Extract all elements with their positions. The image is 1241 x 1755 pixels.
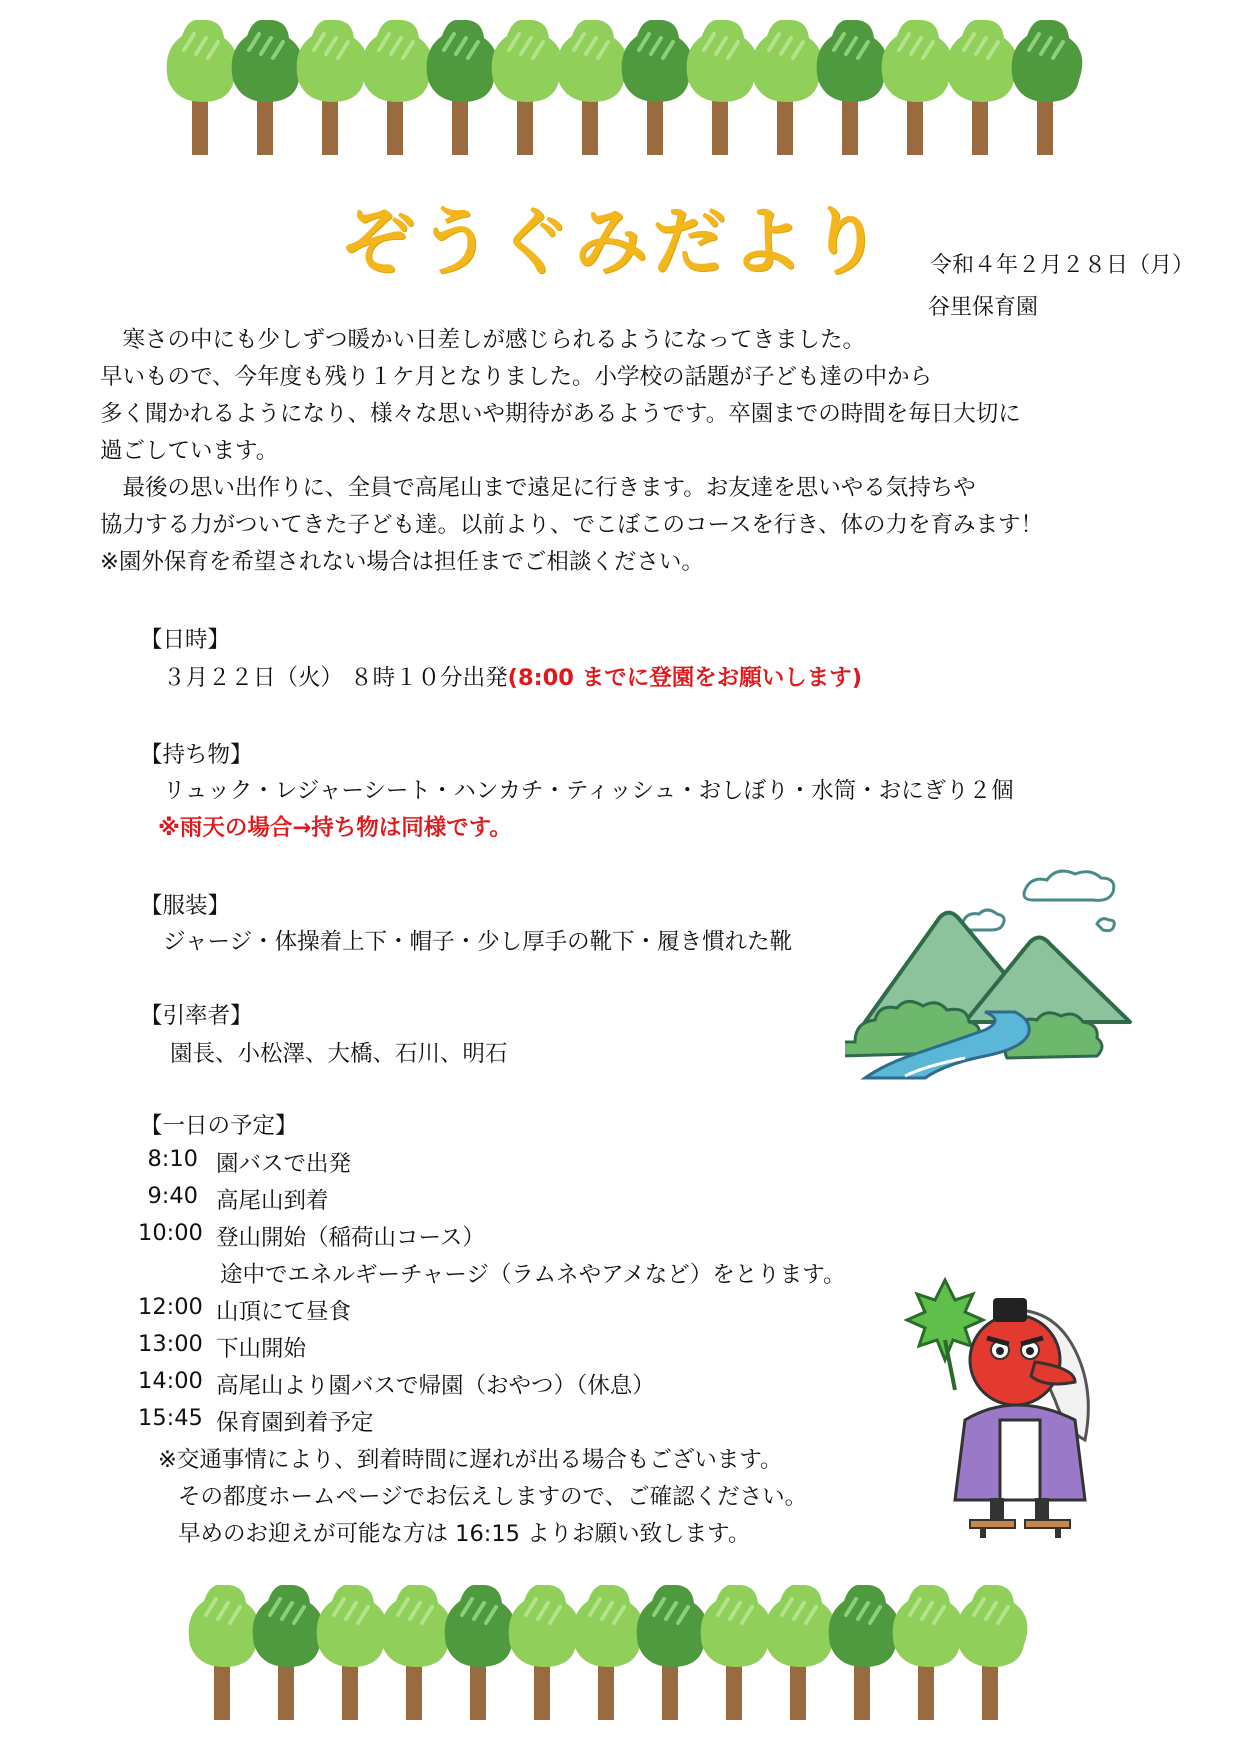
tree-icon — [817, 20, 888, 155]
schedule-time: 14:00 — [138, 1368, 203, 1394]
schedule-text: 途中でエネルギーチャージ（ラムネやアメなど）をとります。 — [220, 1262, 846, 1288]
belongings-text: リュック・レジャーシート・ハンカチ・ティッシュ・おしぼり・水筒・おにぎり２個 — [163, 778, 1014, 804]
tree-icon — [637, 1585, 708, 1720]
datetime-text: ３月２２日（火） ８時１０分出発 — [163, 665, 508, 691]
schedule-text: 山頂にて昼食 — [216, 1299, 352, 1325]
datetime-line — [163, 660, 862, 692]
clothing-text: ジャージ・体操着上下・帽子・少し厚手の靴下・履き慣れた靴 — [163, 929, 793, 955]
bottom-tree-border — [0, 1585, 1241, 1725]
schedule-time: 9:40 — [147, 1183, 198, 1209]
schedule-time: 15:45 — [138, 1405, 203, 1431]
schedule-time: 13:00 — [138, 1331, 203, 1357]
intro-line: 最後の思い出作りに、全員で高尾山まで遠足に行きます。お友達を思いやる気持ちや — [100, 475, 976, 501]
schedule-text: 園バスで出発 — [216, 1151, 352, 1177]
mountain-river-illustration — [845, 862, 1145, 1082]
tree-icon — [947, 20, 1018, 155]
tree-icon — [297, 20, 368, 155]
schedule-heading: 【一日の予定】 — [140, 1113, 298, 1139]
schedule-time: 12:00 — [138, 1294, 203, 1320]
tree-icon — [167, 20, 238, 155]
top-tree-border — [0, 20, 1241, 160]
tree-icon — [893, 1585, 964, 1720]
tree-icon — [509, 1585, 580, 1720]
issue-date: 令和４年２月２８日（月） — [930, 253, 1195, 278]
leaders-heading: 【引率者】 — [140, 1003, 253, 1029]
schedule-time: 10:00 — [138, 1220, 203, 1246]
tree-icon — [882, 20, 953, 155]
schedule-text: 保育園到着予定 — [216, 1410, 374, 1436]
schedule-note: ※交通事情により、到着時間に遅れが出る場合もございます。 — [158, 1447, 783, 1473]
schedule-note: 早めのお迎えが可能な方は 16:15 よりお願い致します。 — [178, 1521, 751, 1547]
tree-icon — [427, 20, 498, 155]
tree-icon — [445, 1585, 516, 1720]
tree-icon — [957, 1585, 1028, 1720]
tree-icon — [829, 1585, 900, 1720]
organization-name: 谷里保育園 — [928, 295, 1039, 320]
tree-icon — [1012, 20, 1083, 155]
tree-row-illustration — [0, 20, 1241, 160]
intro-line: 協力する力がついてきた子ども達。以前より、でこぼこのコースを行き、体の力を育みます！ — [100, 512, 1043, 538]
schedule-note: その都度ホームページでお伝えしますので、ご確認ください。 — [178, 1484, 808, 1510]
tree-icon — [622, 20, 693, 155]
tree-icon — [317, 1585, 388, 1720]
schedule-text: 登山開始（稲荷山コース） — [216, 1225, 485, 1251]
intro-line: 多く聞かれるようになり、様々な思いや期待があるようです。卒園までの時間を毎日大切に — [100, 401, 1021, 427]
tree-icon — [253, 1585, 324, 1720]
tree-icon — [557, 20, 628, 155]
intro-line: ※園外保育を希望されない場合は担任までご相談ください。 — [100, 549, 704, 575]
tree-icon — [381, 1585, 452, 1720]
tree-icon — [232, 20, 303, 155]
newsletter-title: ぞうぐみだより — [340, 199, 886, 285]
schedule-text: 下山開始 — [216, 1336, 307, 1362]
schedule-text: 高尾山到着 — [216, 1188, 329, 1214]
datetime-heading: 【日時】 — [140, 627, 231, 653]
belongings-heading: 【持ち物】 — [140, 742, 253, 768]
intro-line: 過ごしています。 — [100, 438, 279, 464]
schedule-time: 8:10 — [147, 1146, 198, 1172]
tree-icon — [492, 20, 563, 155]
tengu-character-illustration — [895, 1270, 1110, 1540]
schedule-text: 高尾山より園バスで帰園（おやつ）（休息） — [216, 1373, 655, 1399]
tree-icon — [752, 20, 823, 155]
intro-paragraph — [100, 322, 1140, 581]
leaders-text: 園長、小松澤、大橋、石川、明石 — [170, 1041, 508, 1067]
intro-line: 早いもので、今年度も残り１ケ月となりました。小学校の話題が子ども達の中から — [100, 364, 933, 390]
tree-icon — [701, 1585, 772, 1720]
tree-row-illustration — [0, 1585, 1241, 1725]
belongings-note: ※雨天の場合→持ち物は同様です。 — [158, 815, 512, 841]
tree-icon — [189, 1585, 260, 1720]
tree-icon — [765, 1585, 836, 1720]
intro-line: 寒さの中にも少しずつ暖かい日差しが感じられるようになってきました。 — [100, 327, 866, 353]
tree-icon — [573, 1585, 644, 1720]
tree-icon — [362, 20, 433, 155]
clothing-heading: 【服装】 — [140, 893, 231, 919]
datetime-note: (8:00 までに登園をお願いします) — [507, 665, 863, 691]
tree-icon — [687, 20, 758, 155]
